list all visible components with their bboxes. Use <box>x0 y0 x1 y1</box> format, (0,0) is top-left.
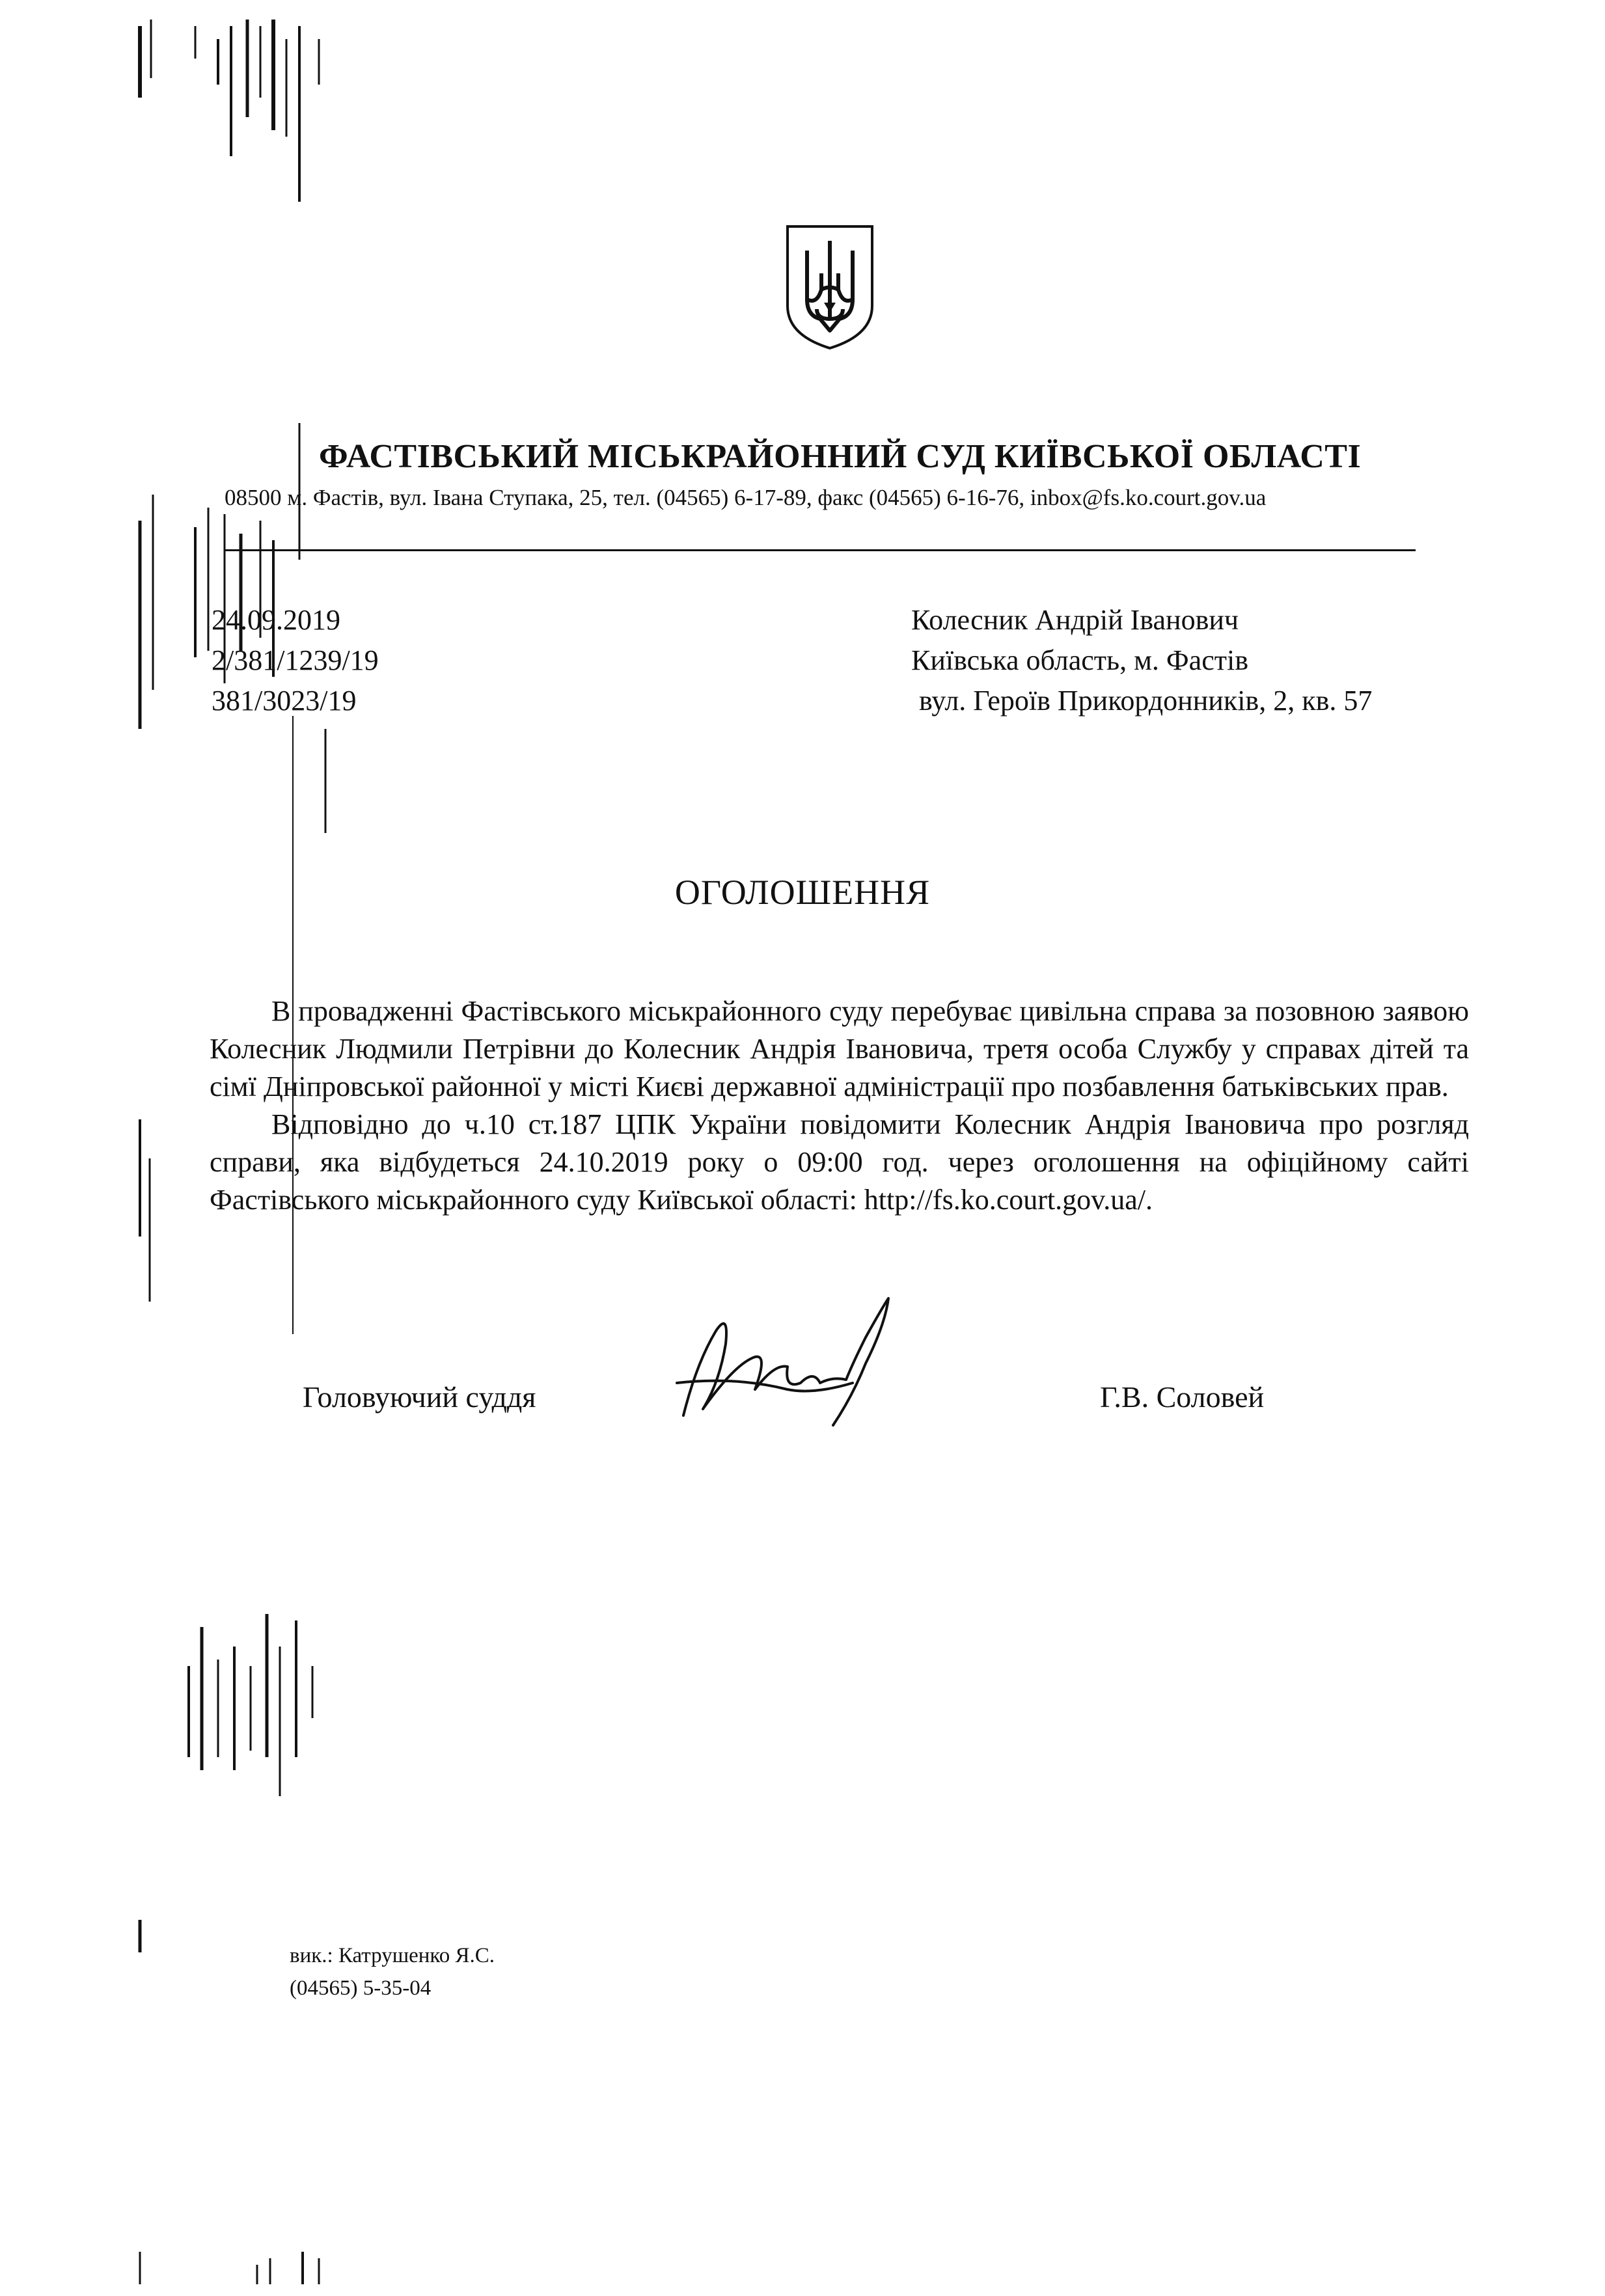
recipient-street: вул. Героїв Прикордонників, 2, кв. 57 <box>919 685 1373 717</box>
document-meta <box>212 600 379 721</box>
signer-position: Головуючий суддя <box>303 1380 536 1414</box>
trident-emblem-icon <box>781 221 879 351</box>
court-contacts: 08500 м. Фастів, вул. Івана Ступака, 25, тел. (04565) 6-17-89, факс (04565) 6-16-76, inbox@fs.ko.court.gov.ua <box>225 485 1267 510</box>
executor-name: вик.: Катрушенко Я.С. <box>290 1944 495 1967</box>
body-paragraph-2: Відповідно до ч.10 ст.187 ЦПК України повідомити Колесник Андрія Івановича про розгляд справи, яка відбудеться 24.10.2019 року о 09:00 год. через оголошення на офіційному сайті Фастівського міськрайонного суду Київської області: http://fs.ko.court.gov.ua/. <box>210 1108 1469 1216</box>
case-number: 2/381/1239/19 <box>212 644 379 676</box>
handwritten-signature-icon <box>657 1285 918 1435</box>
recipient-name: Колесник Андрій Іванович <box>911 604 1239 636</box>
header-divider <box>225 549 1416 551</box>
body-paragraph-1: В провадженні Фастівського міськрайонного суду перебуває цивільна справа за позовною заявою Колесник Людмили Петрівни до Колесник Андрія Івановича, третя особа Службу у справах дітей та сімї Дніпровської районної у місті Києві державної адміністрації про позбавлення батьківських прав. <box>210 995 1469 1102</box>
court-name: ФАСТІВСЬКИЙ МІСЬКРАЙОННИЙ СУД КИЇВСЬКОЇ ОБЛАСТІ <box>319 438 1362 475</box>
recipient-block <box>911 600 1372 721</box>
executor-phone: (04565) 5-35-04 <box>290 1976 432 2000</box>
document-title: ОГОЛОШЕННЯ <box>674 873 931 912</box>
proceeding-number: 381/3023/19 <box>212 685 357 717</box>
document-date: 24.09.2019 <box>212 604 340 636</box>
recipient-city: Київська область, м. Фастів <box>911 644 1248 676</box>
signer-name: Г.В. Соловей <box>1100 1380 1265 1414</box>
executor-block <box>290 1939 495 2004</box>
document-body <box>210 992 1469 1219</box>
